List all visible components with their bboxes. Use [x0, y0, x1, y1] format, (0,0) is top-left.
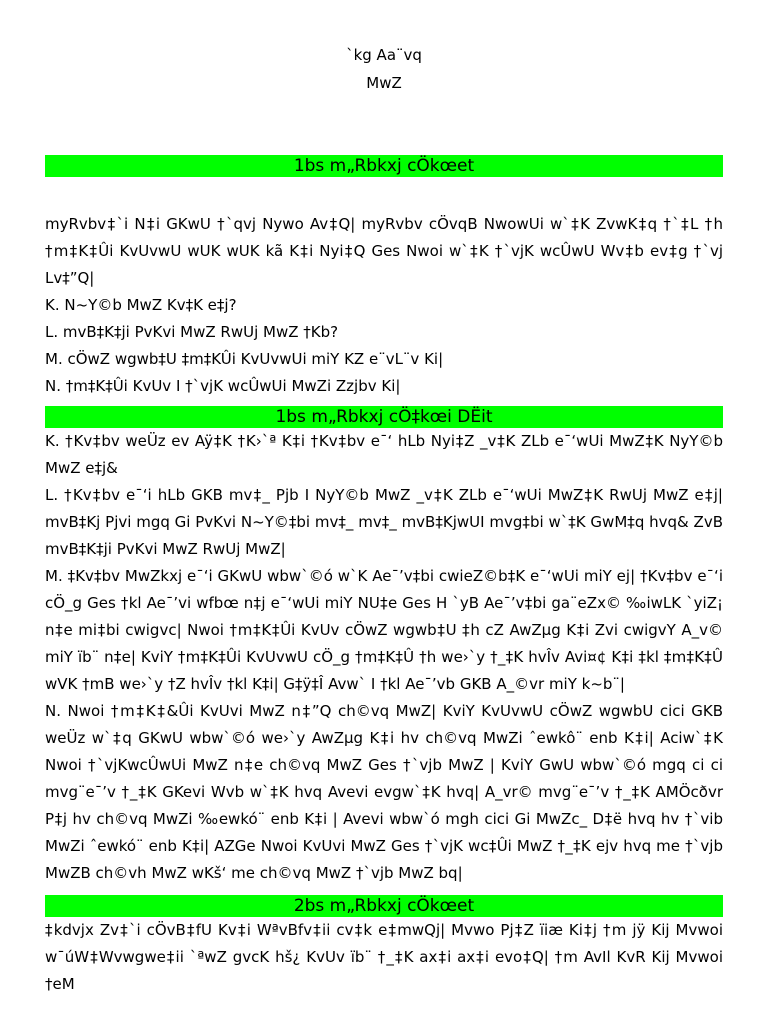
section-1-answers: [45, 428, 723, 887]
section-2-heading: 2bs m„Rbkxj cÖkœet: [45, 895, 723, 917]
section-1-body: [45, 211, 723, 400]
section-1-answer-heading: 1bs m„Rbkxj cÖ‡kœi DËit: [45, 406, 723, 428]
answer-n: N. Nwoi †m‡K‡&Ûi KvUvi MwZ n‡”Q ch©vq MwZ| KviY KvUvwU cÖwZ wgwbU cici GKB weÜz w`‡q GKwU wbw`©ó we›`y AwZµg K‡i hv ch©vq MwZi ˆewkô¨ enb K‡i| Aciw`‡K Nwoi †`vjKwcÛwUi MwZ n‡e ch©vq MwZ Ges †`vjb MwZ | KviY GwU wbw`©ó mgq ci ci mvg¨e¯’v †_‡K GKevi Wvb w`‡K hvq Avevi evgw`‡K hvq| A_vr© mvg¨e¯’v †_‡K AMÖcðvr P‡j hv ch©vq MwZi ‰ewkó¨ enb K‡i | Avevi wbw`ó mgh cici Gi MwZc_ D‡ë hvq hv †`vib MwZi ˆewkó¨ enb K‡i| AZGe Nwoi KvUvi MwZ Ges †`vjK wc‡Ûi MwZ †_‡K ejv hvq me †`vjb MwZB ch©vh MwZ wKš‘ me ch©vq MwZ †`vjb MwZ bq|: [45, 702, 723, 882]
question-n: N. †m‡K‡Ûi KvUv I †`vjK wcÛwUi MwZi Zzjbv Ki|: [45, 377, 401, 395]
answer-k: K. †Kv‡bv weÜz ev Aÿ‡K †K›`ª K‡i †Kv‡bv e¯‘ hLb Nyi‡Z _v‡K ZLb e¯‘wUi MwZ‡K NyY©b MwZ e‡j&: [45, 432, 723, 477]
section-2-body: [45, 917, 723, 998]
doc-subtitle: MwZ: [366, 74, 402, 92]
answer-l: L. †Kv‡bv e¯‘i hLb GKB mv‡_ Pjb I NyY©b MwZ _v‡K ZLb e¯‘wUi MwZ‡K RwUj MwZ e‡j| mvB‡Kj Pjvi mgq Gi PvKvi N~Y©‡bi mv‡_ mv‡_ mvB‡KjwUI mvg‡bi w`‡K GwM‡q hvq& ZvB mvB‡K‡ji PvKvi MwZ RwUj MwZ|: [45, 486, 723, 558]
question-l: L. mvB‡K‡ji PvKvi MwZ RwUj MwZ †Kb?: [45, 323, 339, 341]
section-1-intro: myRvbv‡`i N‡i GKwU †`qvj Nywo Av‡Q| myRvbv cÖvqB NwowUi w`‡K ZvwK‡q †`‡L †h †m‡K‡Ûi KvUvwU wUK wUK kã K‡i Nyi‡Q Ges Nwoi w`‡K †`vjK wcÛwU Wv‡b ev‡g †`vj Lv‡”Q|: [45, 215, 723, 287]
doc-title: `kg Aa¨vq: [346, 46, 422, 64]
section-1-heading: 1bs m„Rbkxj cÖkœet: [45, 155, 723, 177]
question-k: K. N~Y©b MwZ Kv‡K e‡j?: [45, 296, 237, 314]
question-m: M. cÖwZ wgwb‡U ‡m‡KÛi KvUvwUi miY KZ e¨vL¨v Ki|: [45, 350, 444, 368]
answer-m: M. ‡Kv‡bv MwZkxj e¯‘i GKwU wbw`©ó w`K Ae¯’v‡bi cwieZ©b‡K e¯‘wUi miY ej| †Kv‡bv e¯‘i cÖ_g Ges †kl Ae¯’vi wfbœ n‡j e¯‘wUi miY NU‡e Ges H `yB Ae¯’v‡bi ga¨eZx© ‰iwLK `yiZ¡ n‡e mi‡bi cwigvc| Nwoi †m‡K‡Ûi KvUv cÖwZ wgwb‡U ‡h cZ AwZµg K‡i Zvi cwigvY A_v© miY ïb¨ n‡e| KviY †m‡K‡Ûi KvUvwU cÖ_g †m‡K‡Û †h we›`y †_‡K hvÎv Avi¤¢ K‡i ‡kl ‡m‡K‡Û wVK †mB we›`y †Z hvÎv †kl K‡i| G‡ÿ‡Î Avw` I †kl Ae¯’vb GKB A_©vr miY k~b¨|: [45, 567, 723, 693]
section-2-intro: ‡kdvjx Zv‡`i cÖvB‡fU Kv‡i WªvBfv‡ii cv‡k e‡mwQj| Mvwo Pj‡Z ïiæ Ki‡j †m jÿ Kij Mvwoi w¯úW‡Wvwgwe‡ii `ªwZ gvcK hš¿ KvUv ïb¨ †_‡K ax‡i ax‡i evo‡Q| †m AvIl KvR Kij Mvwoi †eM: [45, 921, 723, 993]
